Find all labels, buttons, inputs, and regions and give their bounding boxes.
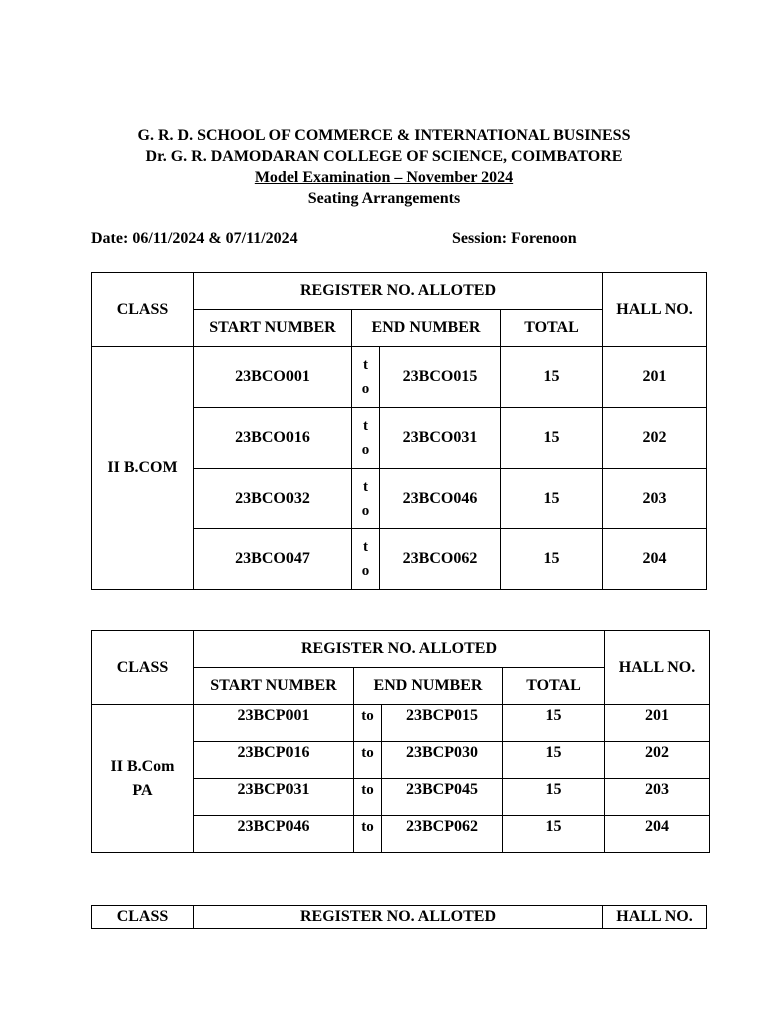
hall-header: HALL NO. [603, 906, 707, 929]
end-number: 23BCP030 [382, 742, 503, 779]
hall-number: 203 [605, 779, 710, 816]
seating-table-bcom [91, 272, 707, 590]
to-separator [352, 529, 380, 590]
to-separator [352, 469, 380, 529]
to-text [352, 535, 379, 583]
register-header: REGISTER NO. ALLOTED [194, 906, 603, 929]
to-letter: t [363, 478, 368, 495]
start-number: 23BCO032 [194, 469, 352, 529]
total-header: TOTAL [503, 668, 605, 705]
table-row [92, 705, 710, 742]
hall-header: HALL NO. [603, 273, 707, 347]
end-number-header: END NUMBER [354, 668, 503, 705]
to-letter: o [361, 381, 370, 397]
start-number: 23BCO016 [194, 408, 352, 469]
exam-date: Date: 06/11/2024 & 07/11/2024 [91, 230, 298, 247]
end-number: 23BCO015 [380, 347, 501, 408]
total-count: 15 [501, 469, 603, 529]
class-cell [92, 705, 194, 853]
college-name: Dr. G. R. DAMODARAN COLLEGE OF SCIENCE, COIMBATORE [145, 148, 623, 165]
to-separator: to [354, 705, 382, 742]
start-number: 23BCO047 [194, 529, 352, 590]
total-header: TOTAL [501, 310, 603, 347]
to-separator: to [354, 816, 382, 853]
total-count: 15 [503, 816, 605, 853]
hall-number: 201 [605, 705, 710, 742]
exam-meta [91, 230, 691, 252]
to-letter: t [363, 539, 368, 555]
to-letter: o [361, 502, 370, 519]
class-header: CLASS [92, 273, 194, 347]
register-header: REGISTER NO. ALLOTED [194, 273, 603, 310]
to-text [352, 353, 379, 401]
end-number: 23BCP045 [382, 779, 503, 816]
school-name: G. R. D. SCHOOL OF COMMERCE & INTERNATIONAL BUSINESS [137, 127, 631, 144]
class-name-line1: II B.Com [110, 757, 175, 775]
table-row [92, 347, 707, 408]
class-name-line2: PA [132, 781, 153, 799]
class-header: CLASS [92, 631, 194, 705]
hall-header: HALL NO. [605, 631, 710, 705]
class-header: CLASS [92, 906, 194, 929]
start-number: 23BCO001 [194, 347, 352, 408]
to-separator [352, 347, 380, 408]
total-count: 15 [503, 779, 605, 816]
start-number: 23BCP001 [194, 705, 354, 742]
end-number: 23BCO031 [380, 408, 501, 469]
hall-number: 202 [605, 742, 710, 779]
total-count: 15 [503, 705, 605, 742]
total-count: 15 [501, 347, 603, 408]
to-letter: o [361, 563, 370, 579]
end-number-header: END NUMBER [352, 310, 501, 347]
start-number: 23BCP046 [194, 816, 354, 853]
end-number: 23BCP062 [382, 816, 503, 853]
exam-session: Session: Forenoon [452, 230, 577, 247]
hall-number: 202 [603, 408, 707, 469]
total-count: 15 [501, 408, 603, 469]
end-number: 23BCO046 [380, 469, 501, 529]
start-number: 23BCP016 [194, 742, 354, 779]
register-header: REGISTER NO. ALLOTED [194, 631, 605, 668]
class-cell: II B.COM [92, 347, 194, 590]
seating-table-continued [91, 905, 707, 929]
total-count: 15 [501, 529, 603, 590]
end-number: 23BCP015 [382, 705, 503, 742]
start-number: 23BCP031 [194, 779, 354, 816]
to-separator [352, 408, 380, 469]
to-separator: to [354, 779, 382, 816]
to-text [352, 475, 379, 523]
document-header [0, 125, 768, 209]
start-number-header: START NUMBER [194, 668, 354, 705]
hall-number: 204 [603, 529, 707, 590]
hall-number: 203 [603, 469, 707, 529]
to-letter: o [361, 442, 370, 458]
to-letter: t [363, 418, 368, 434]
to-text [352, 414, 379, 462]
to-separator: to [354, 742, 382, 779]
end-number: 23BCO062 [380, 529, 501, 590]
total-count: 15 [503, 742, 605, 779]
seating-table-bcom-pa [91, 630, 710, 853]
to-letter: t [363, 357, 368, 373]
exam-title: Model Examination – November 2024 [254, 169, 514, 186]
hall-number: 201 [603, 347, 707, 408]
document-title: Seating Arrangements [307, 190, 461, 207]
hall-number: 204 [605, 816, 710, 853]
start-number-header: START NUMBER [194, 310, 352, 347]
